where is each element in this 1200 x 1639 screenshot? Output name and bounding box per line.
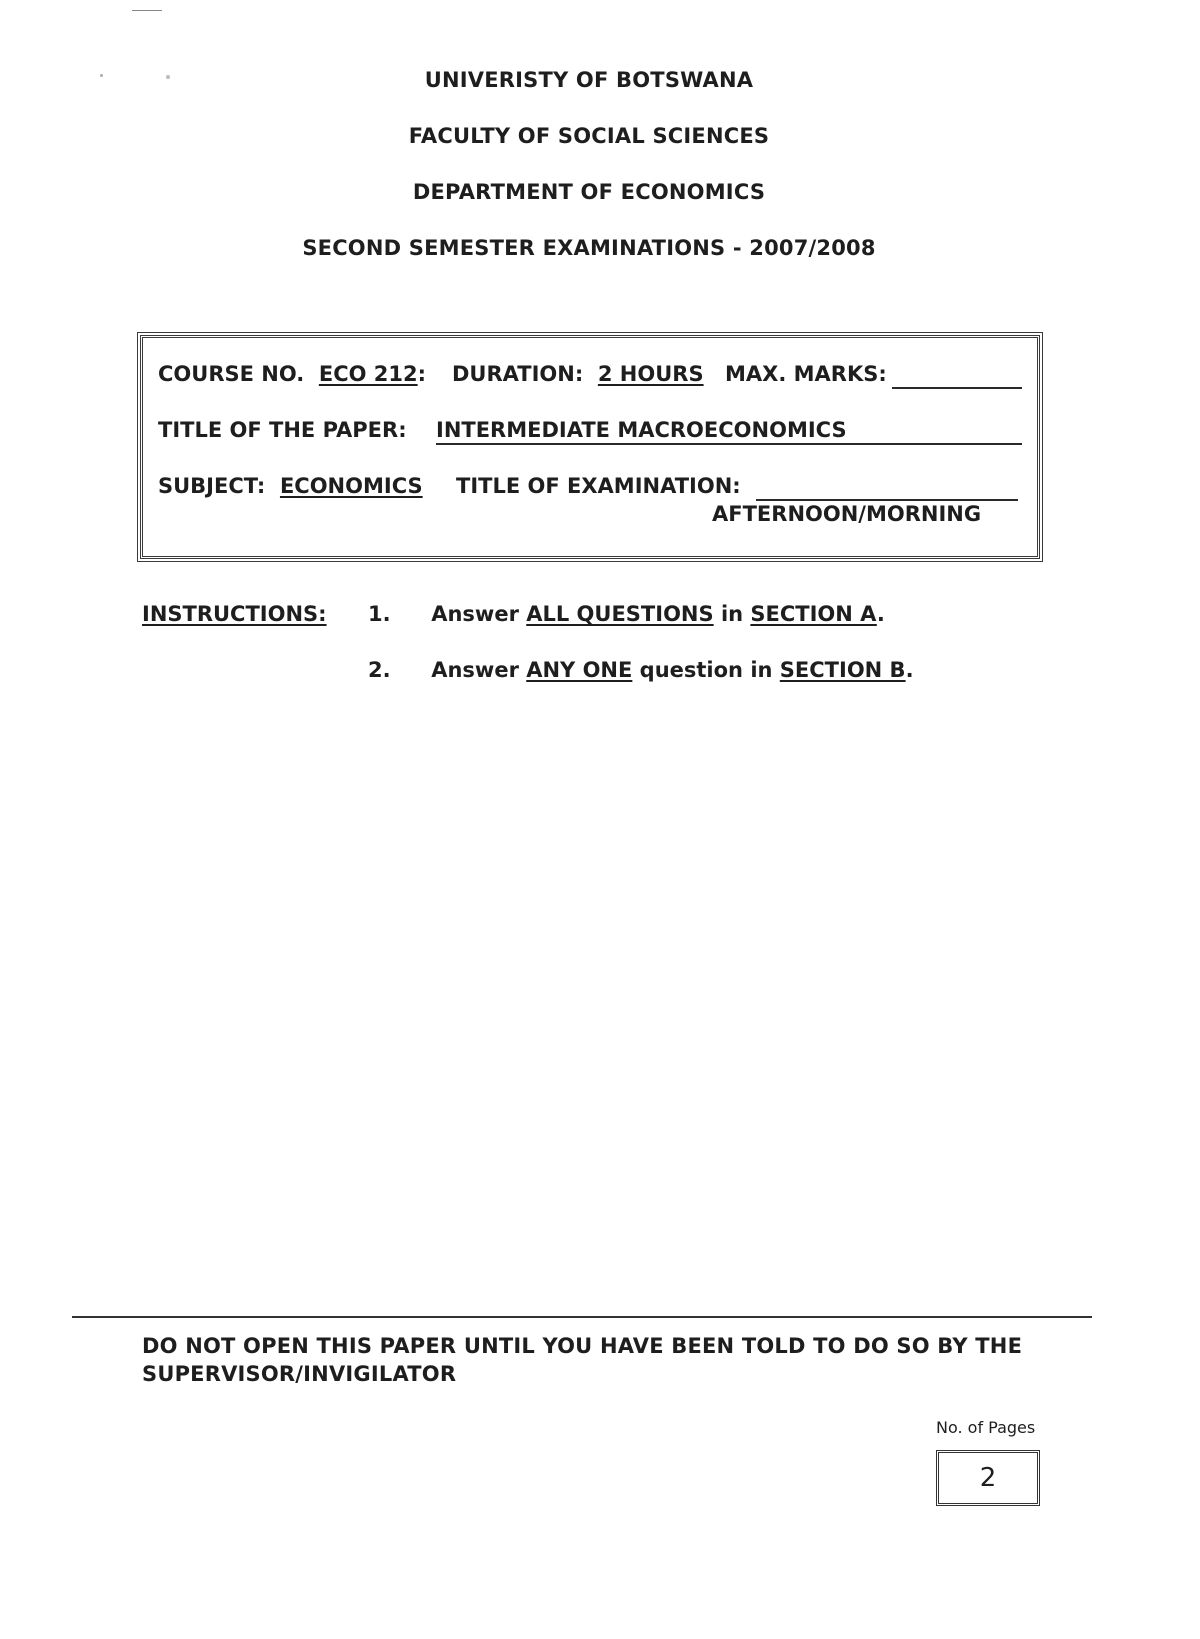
- instruction-number: 2.: [368, 658, 391, 682]
- instruction-text: Answer: [431, 602, 519, 626]
- course-no-colon: :: [417, 362, 427, 386]
- course-row: [158, 362, 426, 386]
- instruction-2: [368, 658, 914, 682]
- scan-mark: [132, 10, 162, 11]
- max-marks-label: MAX. MARKS:: [725, 362, 887, 386]
- duration-value: 2 HOURS: [597, 362, 704, 386]
- exam-title-label: TITLE OF EXAMINATION:: [456, 474, 741, 498]
- instruction-section: SECTION A: [750, 602, 877, 626]
- instruction-period: .: [905, 658, 914, 682]
- instruction-section: SECTION B: [779, 658, 906, 682]
- instruction-text: Answer: [431, 658, 519, 682]
- pages-label: No. of Pages: [936, 1418, 1036, 1437]
- subject-value: ECONOMICS: [279, 474, 423, 498]
- exam-period: SECOND SEMESTER EXAMINATIONS - 2007/2008: [302, 236, 876, 260]
- instructions-label: INSTRUCTIONS:: [142, 602, 327, 626]
- footer-divider: [72, 1316, 1092, 1318]
- instruction-emphasis: ANY ONE: [526, 658, 633, 682]
- title-value: INTERMEDIATE MACROECONOMICS: [436, 418, 847, 442]
- instruction-emphasis: ALL QUESTIONS: [526, 602, 714, 626]
- subject-row: [158, 474, 423, 498]
- university-name: UNIVERISTY OF BOTSWANA: [424, 68, 754, 92]
- do-not-open-warning: DO NOT OPEN THIS PAPER UNTIL YOU HAVE BEEN TOLD TO DO SO BY THE SUPERVISOR/INVIGILATOR: [142, 1334, 1023, 1386]
- course-no-value: ECO 212: [318, 362, 418, 386]
- instruction-1: [368, 602, 885, 626]
- instruction-text: in: [720, 602, 744, 626]
- duration-row: [452, 362, 704, 386]
- max-marks-blank: [892, 387, 1022, 389]
- instruction-number: 1.: [368, 602, 391, 626]
- pages-count: 2: [979, 1463, 997, 1493]
- pages-count-box: [936, 1450, 1040, 1506]
- subject-label: SUBJECT:: [158, 474, 266, 498]
- title-label: TITLE OF THE PAPER:: [158, 418, 407, 442]
- instruction-period: .: [876, 602, 885, 626]
- exam-title-blank: [756, 499, 1018, 501]
- faculty-name: FACULTY OF SOCIAL SCIENCES: [408, 124, 770, 148]
- department-name: DEPARTMENT OF ECONOMICS: [412, 180, 766, 204]
- course-no-label: COURSE NO.: [158, 362, 305, 386]
- exam-title-value: AFTERNOON/MORNING: [712, 502, 982, 526]
- instruction-text: question in: [639, 658, 773, 682]
- duration-label: DURATION:: [452, 362, 584, 386]
- title-underline: [436, 443, 1022, 445]
